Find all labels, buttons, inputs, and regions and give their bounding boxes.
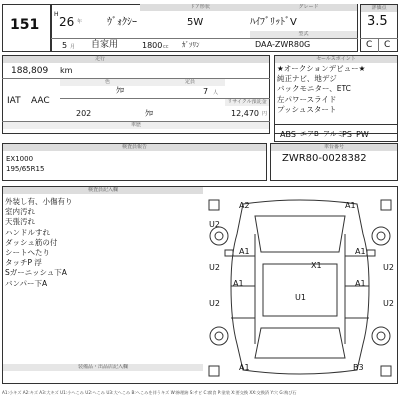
note-item: タッチP 浮 bbox=[5, 258, 42, 268]
recycle-unit: 円 bbox=[262, 111, 268, 117]
mark-front-bumper: A2 bbox=[239, 201, 250, 210]
mileage-unit: km bbox=[60, 66, 73, 75]
capacity: 7 bbox=[203, 87, 209, 96]
mark-front-right: A1 bbox=[345, 201, 356, 210]
mileage: 188,809 bbox=[11, 66, 49, 76]
score-label: 評価点 bbox=[361, 5, 397, 12]
usage: 自家用 bbox=[91, 40, 119, 50]
mark-left-quarter: A1 bbox=[233, 279, 244, 288]
type-label: 型式 bbox=[250, 31, 357, 38]
note-item: ハンドルすれ bbox=[5, 227, 50, 237]
color: ｸﾛ bbox=[116, 86, 124, 95]
sales-point-item: バックモニター、ETC bbox=[277, 84, 351, 94]
mark-right-quarter: U2 bbox=[383, 299, 394, 308]
car-name: ｳﾞｫｸｼｰ bbox=[107, 17, 137, 28]
mark-left-door: A1 bbox=[239, 247, 250, 256]
note-item: ダッシュ筋の付 bbox=[5, 237, 58, 247]
doors-label: ドア形状 bbox=[140, 4, 260, 11]
score-exterior: C bbox=[384, 40, 391, 50]
grade-code: 5W bbox=[187, 17, 204, 28]
displacement-unit: cc bbox=[163, 44, 169, 50]
mark-front-left-fender: U2 bbox=[209, 220, 220, 229]
equipment-ps: PS bbox=[342, 130, 352, 139]
lot-number-box bbox=[2, 4, 51, 52]
inspector-label: 検査員報告 bbox=[3, 144, 266, 151]
capacity-label: 定員 bbox=[155, 79, 225, 86]
month: 5 bbox=[62, 41, 68, 50]
spec-header-bar bbox=[3, 56, 269, 63]
mark-center: U1 bbox=[295, 293, 306, 302]
recycle-label: リサイクル預託金 bbox=[225, 99, 269, 106]
note-item: Sガーニッシュ下A bbox=[5, 268, 67, 278]
sales-point-item: 左パワースライド bbox=[277, 94, 337, 104]
note-item: 天張汚れ bbox=[5, 217, 35, 227]
load-mid: ｸﾛ bbox=[145, 109, 153, 118]
sales-points-label: セールスポイント bbox=[275, 56, 397, 63]
recycle-value: 12,470 bbox=[231, 109, 259, 118]
lot-number: 151 bbox=[10, 17, 40, 33]
score-interior: C bbox=[366, 40, 373, 50]
sales-points-list bbox=[277, 64, 365, 115]
year: 26 bbox=[59, 15, 75, 29]
note-item: シートへたり bbox=[5, 248, 50, 258]
equipment-abs: ABS bbox=[280, 130, 296, 139]
note-item: 室内汚れ bbox=[5, 207, 35, 217]
inspector-line-1: EX1000 bbox=[6, 155, 34, 163]
sales-point-item: プッシュスタート bbox=[277, 104, 337, 114]
aircon: AAC bbox=[31, 96, 50, 106]
chassis-label: 車台番号 bbox=[271, 144, 397, 151]
notes-bottom-label: 装備品・出品店記入欄 bbox=[3, 364, 203, 371]
mark-rear-bumper: B3 bbox=[353, 363, 364, 372]
fuel: ｶﾞｿﾘﾝ bbox=[182, 41, 200, 49]
mark-front-door-left: U2 bbox=[209, 263, 220, 272]
mark-rear-left: A1 bbox=[239, 363, 250, 372]
car-damage-diagram bbox=[203, 194, 397, 380]
mileage-label: 走行 bbox=[95, 56, 106, 62]
grade: ﾊｲﾌﾞﾘｯﾄﾞV bbox=[250, 17, 297, 28]
sales-point-item: 純正ナビ、地デジ bbox=[277, 74, 337, 84]
note-item: バンパー下A bbox=[5, 278, 48, 288]
equipment-pw: PW bbox=[356, 130, 369, 139]
equipment-alloy: アルミ bbox=[323, 130, 344, 138]
damage-legend: A1:小キズ A2:キズ A3:大キズ U1:小へこみ U2:へこみ U3:大へこみ B:へこみを伴うキズ W:修理跡 S:サビ C:腐食 P:塗装 X:要交換 XX:交換済 Y:穴 G:飛び石 bbox=[2, 390, 297, 395]
mark-right-door: A1 bbox=[355, 247, 366, 256]
month-unit: 月 bbox=[70, 44, 76, 50]
transmission: IAT bbox=[7, 96, 21, 106]
load: 202 bbox=[76, 109, 92, 118]
model: DAA-ZWR80G bbox=[255, 40, 311, 49]
mark-left-rear-door: U2 bbox=[209, 299, 220, 308]
displacement: 1800 bbox=[142, 41, 163, 50]
equipment-airbag: エアB bbox=[300, 130, 319, 138]
note-item: 外装し有、小傷有り bbox=[5, 197, 73, 206]
mark-right-fender: U2 bbox=[383, 263, 394, 272]
mark-right-rear: A1 bbox=[355, 279, 366, 288]
grade-label: グレード bbox=[260, 4, 357, 11]
notes-label: 検査員記入欄 bbox=[3, 187, 203, 194]
year-unit: 年 bbox=[77, 19, 83, 25]
notes-list bbox=[5, 197, 73, 289]
chassis-number: ZWR80-0028382 bbox=[282, 153, 367, 164]
inspector-line-2: 195/65R15 bbox=[6, 165, 45, 173]
mark-roof: X1 bbox=[311, 261, 322, 270]
score: 3.5 bbox=[367, 14, 388, 29]
color-label: 色 bbox=[60, 79, 155, 86]
era-mark: H bbox=[54, 11, 59, 18]
capacity-unit: 人 bbox=[213, 90, 219, 96]
history-label: 車歴 bbox=[3, 122, 269, 129]
sales-point-item: ★オークションデビュー★ bbox=[277, 64, 366, 73]
